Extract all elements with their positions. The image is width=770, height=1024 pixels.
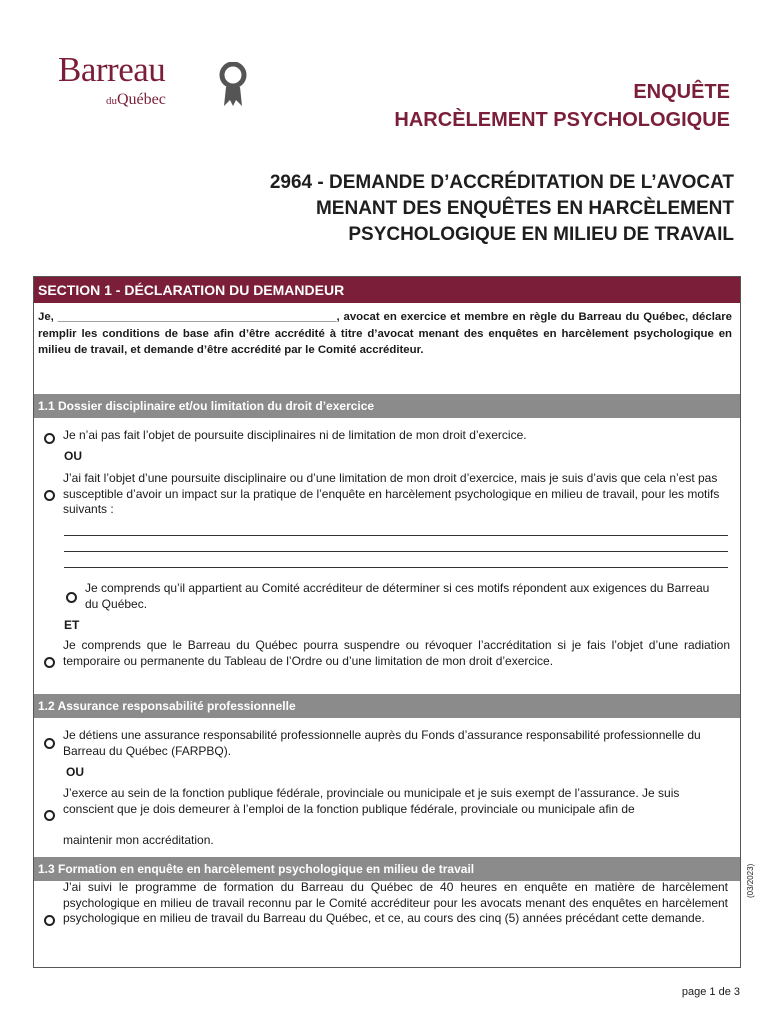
- form-title: [270, 170, 734, 248]
- radio-disciplinary[interactable]: [44, 490, 55, 501]
- reasons-line-3[interactable]: [64, 567, 728, 568]
- logo-region: [106, 92, 166, 108]
- radio-acknowledge-committee[interactable]: [66, 592, 77, 603]
- title-line-1: ENQUÊTE: [633, 81, 730, 103]
- page-number: page 1 de 3: [681, 986, 740, 998]
- radio-no-disciplinary[interactable]: [44, 433, 55, 444]
- subsection-1-2-heading: 1.2 Assurance responsabilité professionnelle: [34, 694, 740, 718]
- radio-training[interactable]: [44, 915, 55, 926]
- title-line-2: HARCÈLEMENT PSYCHOLOGIQUE: [394, 109, 730, 131]
- declaration-text: Je, ____________________________________________, avocat en exercice et membre en règle du Barreau du Québec, déclare remplir les conditions de base afin d’être accrédité à titre d’avocat menant des enquêtes en harcèlement psychologique en milieu de travail, et demande d’être accrédité par le Comité accréditeur.: [38, 311, 732, 356]
- option-farpbq-insurance: Je détiens une assurance responsabilité professionnelle auprès du Fonds d’assurance responsabilité professionnelle du Barreau du Québec (FARPBQ).: [63, 728, 701, 758]
- barreau-logo: [58, 52, 258, 122]
- barreau-emblem-icon: [218, 62, 248, 108]
- option-public-service-cont: maintenir mon accréditation.: [63, 833, 214, 847]
- logo-du: du: [106, 95, 117, 107]
- option-public-service: J’exerce au sein de la fonction publique fédérale, provinciale ou municipale et je suis exempt de l’assurance. Je suis conscient que je dois demeurer à l’emploi de la fonction publique fédérale, provinciale ou municipale afin de: [63, 786, 680, 816]
- or-label-1: OU: [64, 449, 82, 463]
- option-training: J’ai suivi le programme de formation du Barreau du Québec de 40 heures en enquête en matière de harcèlement psychologique en milieu de travail reconnu par le Comité accréditeur pour les avocats menant des enquêtes en harcèlement psychologique en milieu de travail du Barreau du Québec, et ce, au cours des cinq (5) années précédant cette demande.: [63, 880, 728, 925]
- option-acknowledge-committee: Je comprends qu’il appartient au Comité accréditeur de déterminer si ces motifs répondent aux exigences du Barreau du Québec.: [85, 581, 710, 611]
- subsection-1-3-heading: 1.3 Formation en enquête en harcèlement psychologique en milieu de travail: [34, 857, 740, 881]
- revision-date: (03/2023): [746, 863, 755, 898]
- form-title-line-2: MENANT DES ENQUÊTES EN HARCÈLEMENT: [315, 198, 734, 219]
- radio-farpbq-insurance[interactable]: [44, 738, 55, 749]
- or-label-2: OU: [66, 765, 84, 779]
- and-label: ET: [64, 618, 80, 632]
- subsection-1-1-heading: 1.1 Dossier disciplinaire et/ou limitation du droit d’exercice: [34, 394, 740, 418]
- section-1-heading: SECTION 1 - DÉCLARATION DU DEMANDEUR: [34, 277, 740, 303]
- option-acknowledge-suspension: Je comprends que le Barreau du Québec pourra suspendre ou révoquer l’accréditation si je fais l’objet d’une radiation temporaire ou permanente du Tableau de l’Ordre ou d’une limitation de mon droit d’exercice.: [63, 638, 730, 668]
- form-title-line-1: 2964 - DEMANDE D’ACCRÉDITATION DE L’AVOCAT: [269, 172, 734, 193]
- declaration-form: [33, 276, 741, 968]
- document-title: [394, 78, 730, 134]
- logo-region-name: Québec: [117, 91, 166, 108]
- radio-public-service[interactable]: [44, 810, 55, 821]
- reasons-line-1[interactable]: [64, 535, 728, 536]
- option-no-disciplinary: Je n’ai pas fait l’objet de poursuite disciplinaires ni de limitation de mon droit d’exercice.: [63, 428, 527, 442]
- option-disciplinary: J’ai fait l’objet d’une poursuite disciplinaire ou d’une limitation de mon droit d’exercice, mais je suis d’avis que cela n’est pas susceptible d’avoir un impact sur la pratique de l’enquête en harcèlement psychologique en milieu de travail, pour les motifs suivants :: [63, 471, 720, 516]
- reasons-line-2[interactable]: [64, 551, 728, 552]
- radio-acknowledge-suspension[interactable]: [44, 657, 55, 668]
- logo-wordmark: Barreau: [58, 50, 166, 89]
- form-title-line-3: PSYCHOLOGIQUE EN MILIEU DE TRAVAIL: [348, 224, 734, 245]
